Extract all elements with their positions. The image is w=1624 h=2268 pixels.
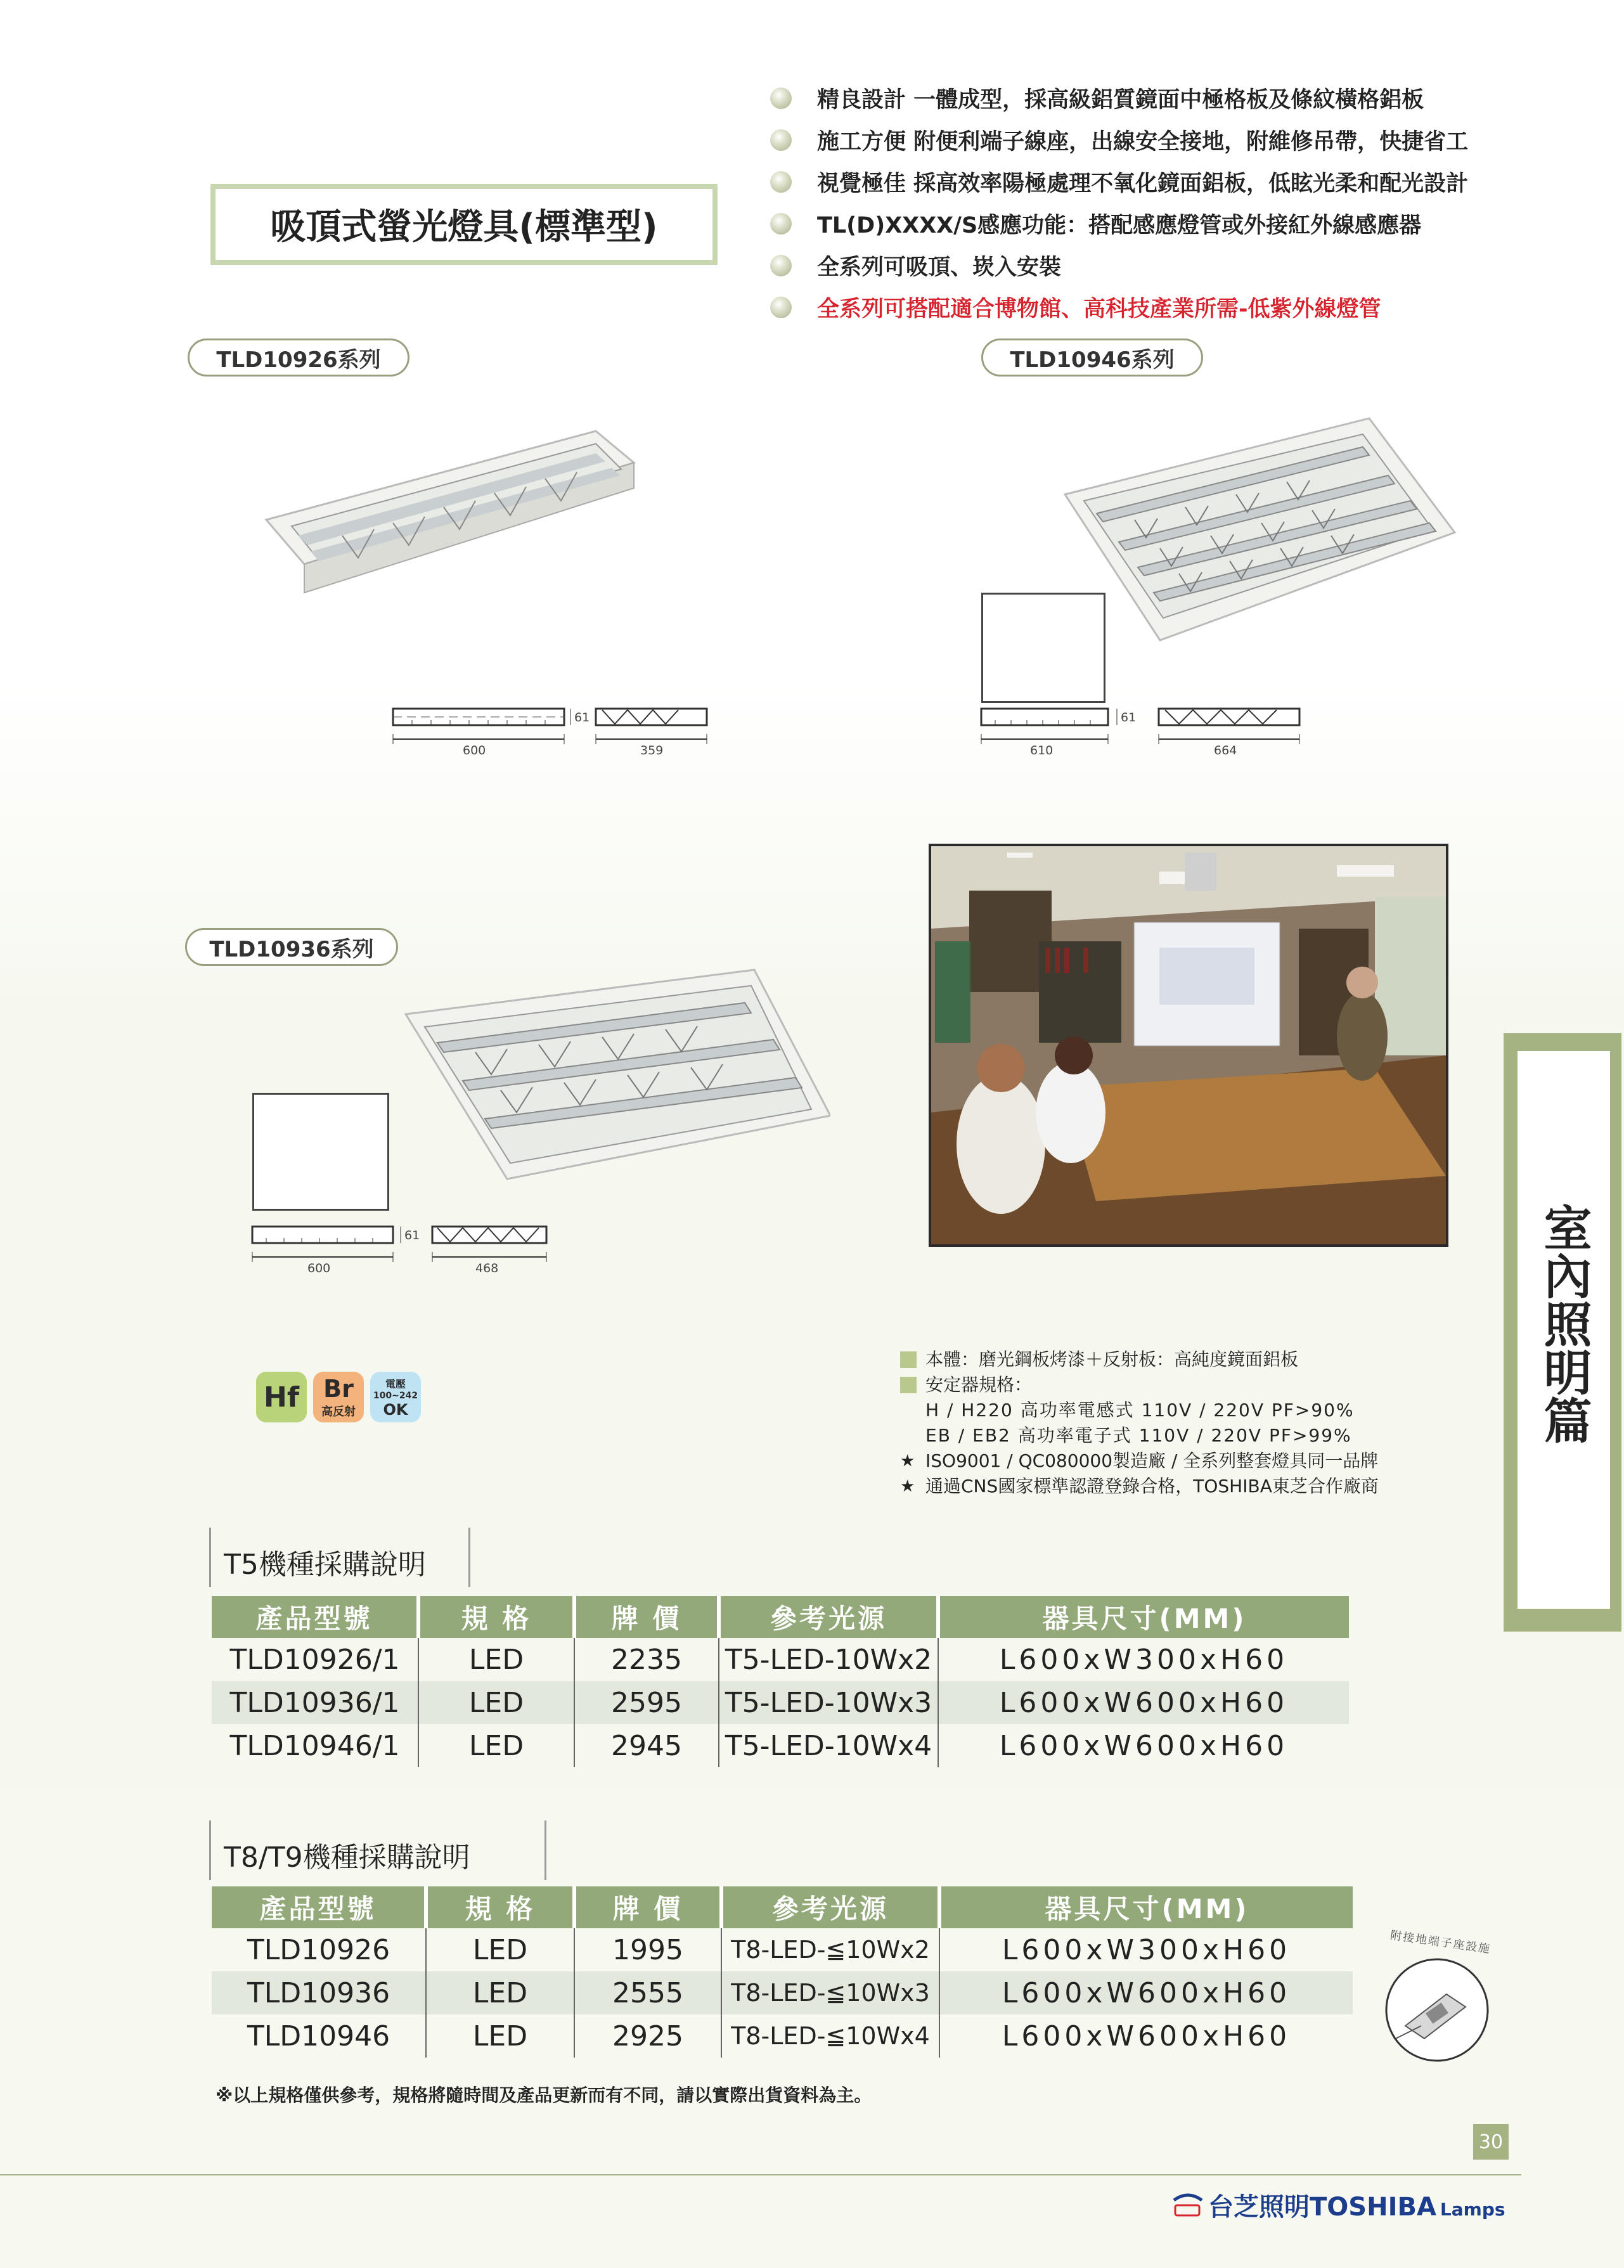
terminal-block-illustration [1383,1956,1491,2064]
cell-size: L600xW600xH60 [938,1681,1349,1724]
bullet-icon [770,213,792,235]
table-row [212,1681,1349,1724]
brand-logo [1171,2187,1505,2223]
br-badge-sub: 高反射 [321,1405,356,1419]
square-bullet-icon [900,1351,917,1368]
dimension-drawing-tld10936 [247,1220,558,1276]
side-tab-label: 室內照明篇 [1536,1203,1592,1444]
cell-light: T8-LED-≦10Wx3 [721,1971,939,2014]
voltage-badge [370,1372,421,1422]
col-header: 規 格 [418,1596,574,1638]
brand-name: 台芝照明TOSHIBA [1208,2193,1436,2222]
series-label-tld10936: TLD10936系列 [185,928,398,966]
brand-suffix: Lamps [1440,2199,1505,2220]
dim-width: 359 [640,744,664,757]
cell-light: T8-LED-≦10Wx4 [721,2014,939,2058]
col-header: 器具尺寸(MM) [939,1886,1353,1928]
lamp-image-tld10936 [399,963,830,1192]
table-row [212,1638,1349,1681]
brand-icon [1171,2191,1203,2219]
cell-light: T5-LED-10Wx2 [719,1638,938,1681]
title-box [210,184,718,265]
cell-price: 2235 [574,1638,719,1681]
bullet-icon [770,87,792,109]
feature-text: 施工方便 附便利端子線座，出線安全接地，附維修吊帶，快捷省工 [817,129,1469,155]
cell-price: 2595 [574,1681,719,1724]
feature-text: 全系列可吸頂、崁入安裝 [817,255,1062,280]
cell-spec: LED [418,1724,574,1767]
feature-item [770,119,1531,161]
spec-text: 通過CNS國家標準認證登錄合格，TOSHIBA東芝合作廠商 [925,1476,1379,1497]
t5-table [212,1596,1349,1767]
dimension-drawing-tld10926 [387,702,716,758]
voltage-range: 100~242 [373,1390,418,1401]
star-icon: ★ [900,1452,915,1471]
spec-text: EB / EB2 高功率電子式 110V / 220V PF>99% [925,1425,1352,1446]
spec-line [900,1398,1471,1423]
cell-price: 2555 [574,1971,721,2014]
dim-length: 610 [1030,744,1054,757]
spec-line [900,1423,1471,1448]
dim-width: 664 [1214,744,1237,757]
spec-text: 本體：磨光鋼板烤漆＋反射板：高純度鏡面鋁板 [925,1349,1299,1370]
cell-spec: LED [426,1928,574,1971]
dim-height: 61 [1121,711,1137,725]
cell-light: T5-LED-10Wx3 [719,1681,938,1724]
voltage-label: 電壓 [385,1377,406,1390]
page-title: 吸頂式螢光燈具(標準型) [216,189,712,260]
feature-text: 全系列可搭配適合博物館、高科技產業所需-低紫外線燈管 [817,297,1381,322]
col-header: 器具尺寸(MM) [938,1596,1349,1638]
table-header-row [212,1886,1353,1928]
lamp-image-tld10926 [254,418,659,628]
col-header: 參考光源 [721,1886,939,1928]
cell-size: L600xW600xH60 [1002,2020,1291,2052]
col-header: 規 格 [426,1886,574,1928]
table-row [212,1724,1349,1767]
br-badge-label: Br [323,1375,354,1403]
lamp-front-view-tld10946 [981,593,1105,703]
spec-line [900,1347,1471,1372]
star-icon: ★ [900,1477,915,1496]
cell-size: L600xW600xH60 [939,1971,1353,2014]
feature-badges [256,1372,421,1422]
col-header: 牌 價 [574,1596,719,1638]
feature-item [770,161,1531,203]
cell-price: 2945 [574,1724,719,1767]
bullet-icon [770,255,792,276]
lamp-front-view-tld10936 [252,1093,389,1211]
footer-note: ※以上規格僅供參考，規格將隨時間及產品更新而有不同，請以實際出貨資料為主。 [216,2085,872,2106]
feature-text: 精良設計 一體成型，採高級鋁質鏡面中極格板及條紋橫格鋁板 [817,87,1424,113]
feature-item-highlight [770,287,1531,328]
dim-width: 468 [475,1261,499,1275]
bullet-icon [770,171,792,193]
bullet-icon [770,129,792,151]
conference-room-photo [929,844,1448,1247]
br-badge [313,1372,364,1422]
series-label-tld10926: TLD10926系列 [188,338,409,377]
cell-model: TLD10936 [212,1971,426,2014]
spec-text: ISO9001 / QC080000製造廠 / 全系列整套燈具同一品牌 [925,1450,1379,1471]
feature-item [770,77,1531,119]
footer-divider [0,2174,1521,2175]
col-header: 產品型號 [212,1596,418,1638]
cell-spec: LED [426,1971,574,2014]
feature-text: TL(D)XXXX/S感應功能：搭配感應燈管或外接紅外線感應器 [817,213,1422,238]
cell-model: TLD10936/1 [212,1681,418,1724]
table-row [212,1971,1353,2014]
cell-spec: LED [418,1638,574,1681]
spec-text: H / H220 高功率電感式 110V / 220V PF>90% [925,1400,1355,1421]
spec-line [900,1448,1471,1474]
table-row [212,1928,1353,1971]
t8-section-title: T8/T9機種採購說明 [209,1820,546,1880]
side-tab-inner [1516,1050,1611,1610]
dim-length: 600 [307,1261,331,1275]
cell-size: L600xW600xH60 [999,1729,1289,1762]
series-label-tld10946: TLD10946系列 [981,338,1203,377]
feature-item [770,245,1531,287]
feature-text: 視覺極佳 採高效率陽極處理不氧化鏡面鋁板，低眩光柔和配光設計 [817,171,1469,197]
cell-spec: LED [426,2014,574,2058]
page-number: 30 [1473,2124,1509,2160]
cell-model: TLD10926 [212,1928,426,1971]
cell-model: TLD10946 [212,2014,426,2058]
dim-height: 61 [574,711,590,725]
spec-text: 安定器規格： [925,1374,1033,1395]
table-row [212,2014,1353,2058]
feature-list [770,77,1531,328]
hf-badge: Hf [256,1372,307,1422]
dim-length: 600 [463,744,486,757]
spec-notes [900,1347,1471,1499]
spec-line [900,1372,1471,1398]
cell-price: 1995 [574,1928,721,1971]
col-header: 產品型號 [212,1886,426,1928]
t5-section-title: T5機種採購說明 [209,1528,470,1587]
lamp-image-tld10946 [1059,406,1464,647]
cell-spec: LED [418,1681,574,1724]
col-header: 牌 價 [574,1886,721,1928]
cell-price: 2925 [574,2014,721,2058]
dim-height: 61 [404,1228,420,1242]
col-header: 參考光源 [719,1596,938,1638]
dimension-drawing-tld10946 [976,702,1312,758]
cell-model: TLD10926/1 [212,1638,418,1681]
bullet-icon [770,297,792,318]
t8-table [212,1886,1353,2058]
feature-item [770,203,1531,245]
voltage-ok: OK [383,1400,408,1419]
cell-size: L600xW300xH60 [999,1643,1289,1676]
spec-line [900,1474,1471,1499]
cell-size: L600xW300xH60 [1002,1933,1291,1966]
table-header-row [212,1596,1349,1638]
photo-illustration [931,846,1446,1244]
cell-light: T8-LED-≦10Wx2 [721,1928,939,1971]
cell-model: TLD10946/1 [212,1724,418,1767]
cell-light: T5-LED-10Wx4 [719,1724,938,1767]
terminal-caption: 附接地端子座設施 [1389,1928,1492,1957]
square-bullet-icon [900,1377,917,1393]
